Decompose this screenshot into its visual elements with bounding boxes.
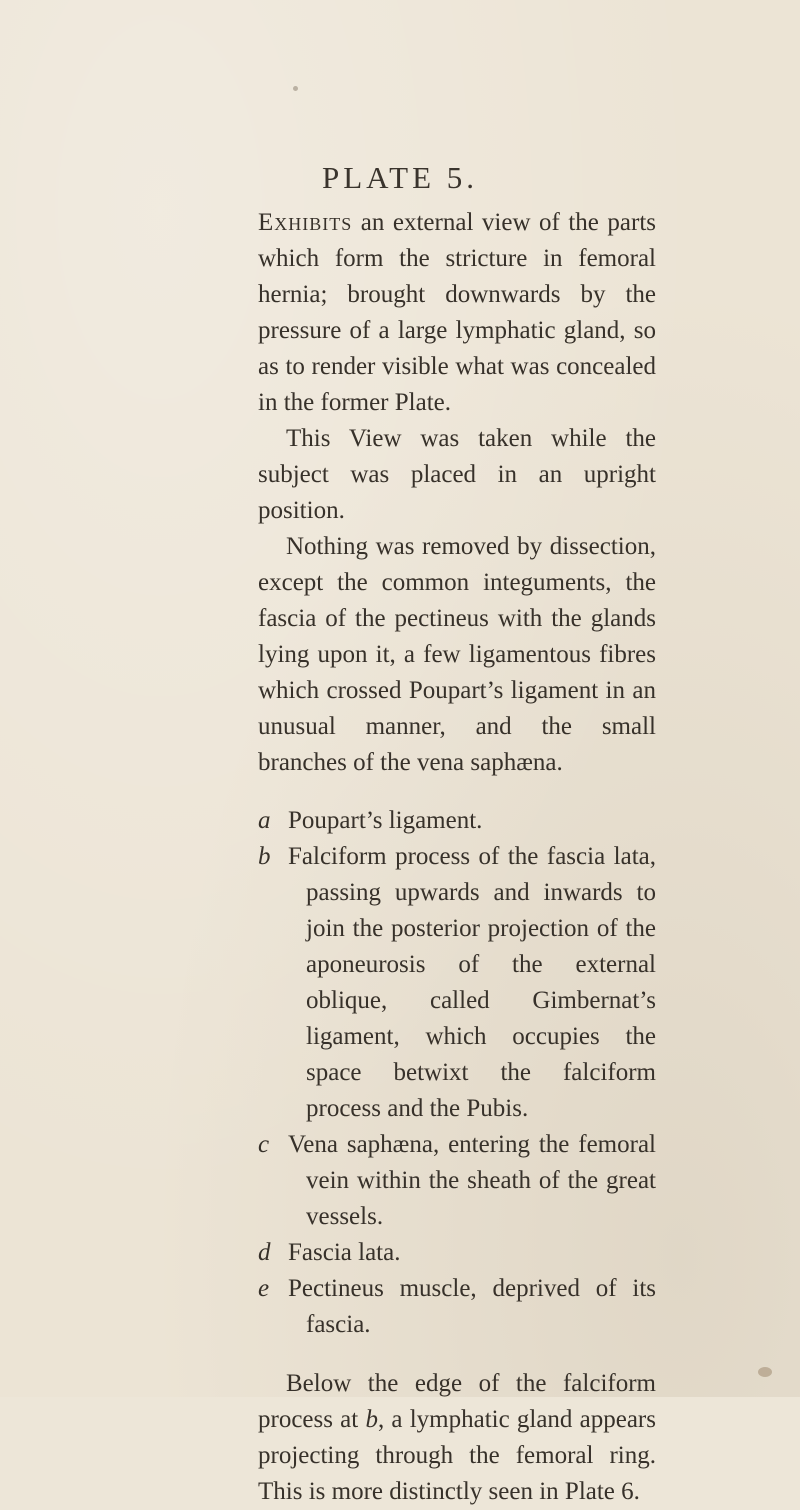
legend-text: Vena saphæna, entering the femoral vein within the sheath of the great vessels. bbox=[288, 1131, 656, 1230]
legend-letter: c bbox=[258, 1131, 270, 1158]
legend-letter: e bbox=[258, 1275, 270, 1302]
legend-text: Poupart’s ligament. bbox=[288, 807, 483, 834]
legend-letter: b bbox=[258, 843, 271, 870]
ink-speck bbox=[293, 86, 298, 91]
legend-item-e bbox=[258, 1271, 656, 1343]
legend-list bbox=[258, 803, 656, 1343]
closing-reference-letter: b bbox=[365, 1406, 378, 1433]
legend-letter: d bbox=[258, 1239, 271, 1266]
plate-text bbox=[258, 205, 656, 1510]
closing-paragraph bbox=[258, 1366, 656, 1510]
view-paragraph: This View was taken while the subject was placed in an upright position. bbox=[258, 425, 656, 524]
legend-item-a bbox=[258, 803, 656, 839]
legend-item-c bbox=[258, 1127, 656, 1235]
paper-stain bbox=[758, 1367, 772, 1377]
legend-text: Pectineus muscle, deprived of its fascia. bbox=[288, 1275, 656, 1338]
legend-letter: a bbox=[258, 807, 271, 834]
intro-paragraph-text: an external view of the parts which form the stricture in femoral hernia; brought downwards by the pressure of a large lymphatic gland, so as to render visible what was concealed in the former Plate. bbox=[258, 209, 656, 416]
closing-text-start: Below the edge of the falciform process at bbox=[258, 1370, 656, 1433]
legend-text: Falciform process of the fascia lata, passing upwards and inwards to join the posterior projection of the aponeurosis of the external oblique, called Gimbernat’s ligament, which occupies the space betwixt the falciform process and the Pubis. bbox=[288, 843, 656, 1122]
plate-title: PLATE 5. bbox=[322, 160, 478, 195]
legend-item-d bbox=[258, 1235, 656, 1271]
dissection-paragraph: Nothing was removed by dissection, except the common integuments, the fascia of the pectineus with the glands lying upon it, a few ligamentous fibres which crossed Poupart’s ligament in an unusual manner, and the small branches of the vena saphæna. bbox=[258, 533, 656, 776]
intro-paragraph bbox=[258, 205, 656, 421]
legend-text: Fascia lata. bbox=[288, 1239, 401, 1266]
legend-item-b bbox=[258, 839, 656, 1127]
closing-text-end: , a lymphatic gland appears projecting through the femoral ring. This is more distinctly seen in Plate 6. bbox=[258, 1406, 656, 1505]
intro-lead-word: Exhibits bbox=[258, 209, 353, 236]
